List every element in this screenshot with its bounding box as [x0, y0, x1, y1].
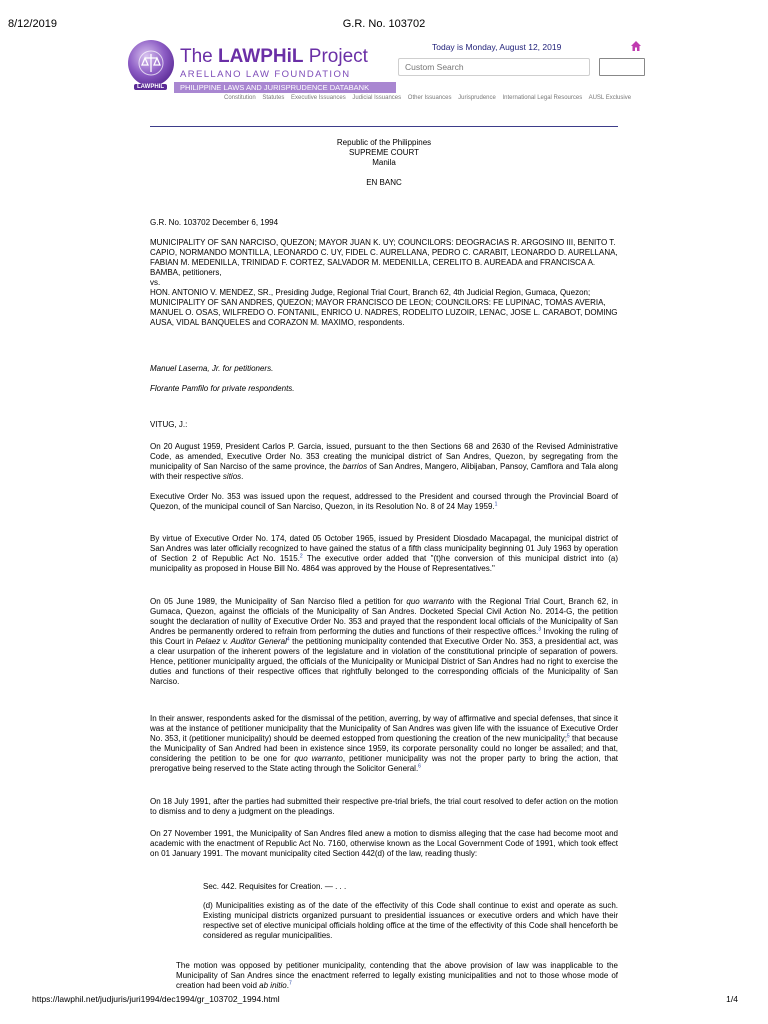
- respondents: HON. ANTONIO V. MENDEZ, SR., Presiding Judge, Regional Trial Court, Branch 62, 4th Judicial Region, Gumaca, Quezon; MUNICIPALITY OF SAN ANDRES, QUEZON; MAYOR FRANCISCO DE LEON; COUNCILORS: FE LUPINAC, TOMAS AVERIA, MANUEL O. OSAS, WILFREDO O. FONTANIL, ENRICO U. NADRES, RODELITO LUZOIR, LENAC, JOSE L. CARABOT, DOMING AUSA, VIDAL BANQUELES and CORAZON M. MAXIMO, respondents.: [150, 288, 618, 327]
- footnote-link[interactable]: 1: [494, 501, 498, 508]
- quote-heading: Sec. 442. Requisites for Creation. — . . .: [203, 882, 347, 891]
- nav-item-jurisprudence[interactable]: Jurisprudence: [458, 95, 496, 101]
- site-title: The LAWPHiL Project: [180, 46, 368, 67]
- today-date: Today is Monday, August 12, 2019: [432, 42, 562, 52]
- footnote-link[interactable]: 2: [299, 553, 303, 560]
- nav-item-judicial-issuances[interactable]: Judicial Issuances: [352, 95, 402, 101]
- republic-line: Republic of the Philippines: [336, 138, 432, 147]
- en-banc: EN BANC: [366, 178, 402, 187]
- search-input[interactable]: [398, 58, 590, 76]
- nav-item-constitution[interactable]: Constitution: [224, 95, 256, 101]
- footnote-link[interactable]: 3: [538, 626, 541, 633]
- paragraph-2: Executive Order No. 353 was issued upon the request, addressed to the President and coursed through the Provincial Board of Quezon, of the municipal council of San Narciso, Quezon, in its Resolution No. 8 of 24 May 1959.$^1$: [150, 492, 618, 511]
- court-name: SUPREME COURT: [348, 148, 420, 157]
- site-subtitle: ARELLANO LAW FOUNDATION: [180, 69, 351, 80]
- nav-item-international-legal-resources[interactable]: International Legal Resources: [502, 95, 583, 101]
- footnote-link[interactable]: 5: [566, 733, 570, 740]
- petitioners: MUNICIPALITY OF SAN NARCISO, QUEZON; MAYOR JUAN K. UY; COUNCILORS: DEOGRACIAS R. ARGOSINO III, BENITO T. CAPIO, NORMANDO MONTILLA, LEONARDO C. UY, FIDEL C. AURELLANA, PEDRO C. CARABIT, LEONARDO D. AURELLANA, FABIAN M. MEDENILLA, TRINIDAD F. CORTEZ, SALVADOR M. MEDENILLA, CERELITO B. AUREADA and FRANCISCA A. BAMBA, petitioners,: [150, 238, 618, 277]
- site-tagline: PHILIPPINE LAWS AND JURISPRUDENCE DATABANK: [174, 82, 396, 93]
- logo-mark-text: LAWPHIL: [134, 84, 167, 90]
- header-divider: [150, 126, 618, 127]
- counsel-petitioners: Manuel Laserna, Jr. for petitioners.: [150, 364, 274, 373]
- counsel-respondents: Florante Pamfilo for private respondents.: [150, 384, 295, 393]
- paragraph-3: By virtue of Executive Order No. 174, dated 05 October 1965, issued by President Diosdado Macapagal, the municipal district of San Andres was later officially recognized to have gained the status of a fifth class municipality beginning 01 July 1963 by operation of Section 2 of Republic Act No. 1515.$^2$ The executive order added that "(t)he conversion of this municipal district into (a) municipality as proposed in House Bill No. 4864 was approved by the House of Representatives.": [150, 534, 619, 573]
- ponente: VITUG, J.:: [150, 420, 188, 429]
- footnote-link[interactable]: 7: [288, 980, 292, 987]
- main-nav: [224, 95, 636, 101]
- print-footer: [0, 994, 768, 1014]
- print-date: 8/12/2019: [8, 18, 57, 30]
- footnote-link[interactable]: 6: [418, 763, 421, 770]
- paragraph-4: On 05 June 1989, the Municipality of San Narciso filed a petition for quo warranto with the Regional Trial Court, Branch 62, in Gumaca, Quezon, against the officials of the Municipality of San Andres. Docketed Special Civil Action No. 2014-G, the petition sought the declaration of nullity of Executive Order No. 353 and prayed that the respondent local officials of the Municipality of San Andres be permanently ordered to refrain from performing the duties and functions of their respective offices.$^3$ Invoking the ruling of this Court in Pelaez v. Auditor General$^4$ the petitioning municipality contended that Executive Order No. 353, a presidential act, was a clear usurpation of the inherent powers of the legislature and in violation of the constitutional principle of separation of powers. Hence, petitioner municipality argued, the officials of the Municipality or Municipal District of San Andres had no right to exercise the duties and functions of their respective offices that rightfully belonged to the corresponding officials of the Municipality of San Narciso.: [150, 597, 619, 686]
- court-heading: [150, 138, 618, 168]
- site-logo[interactable]: [128, 40, 398, 98]
- search-button[interactable]: [599, 58, 645, 76]
- page-url: https://lawphil.net/judjuris/juri1994/dec1994/gr_103702_1994.html: [32, 994, 280, 1004]
- print-header: [0, 0, 768, 34]
- paragraph-1: On 20 August 1959, President Carlos P. Garcia, issued, pursuant to the then Sections 68 and 2630 of the Revised Administrative Code, as amended, Executive Order No. 353 creating the municipal district of San Andres, Quezon, by segregating from the municipality of San Narciso of the same province, the barrios of San Andres, Mangero, Alibijaban, Pansoy, Camflora and Tala along with their respective sitios.: [150, 442, 618, 481]
- court-location: Manila: [372, 158, 396, 167]
- nav-item-statutes[interactable]: Statutes: [262, 95, 285, 101]
- print-title: G.R. No. 103702: [342, 18, 426, 30]
- paragraph-8: The motion was opposed by petitioner municipality, contending that the above provision of law was inapplicable to the Municipality of San Andres since the enactment referred to legally existing municipalities and not to those whose mode of creation had been void ab initio.$^7$: [176, 961, 618, 990]
- paragraph-5: In their answer, respondents asked for the dismissal of the petition, averring, by way of affirmative and special defenses, that since it was at the instance of petitioner municipality that the Municipality of San Andres was given life with the issuance of Executive Order No. 353, it (petitioner municipality) should be deemed estopped from questioning the creation of the new municipality;$^5$ that because the Municipality of San Andred had been in existence since 1959, its corporate personality could no longer be assailed; and that, considering the petition to be one for quo warranto, petitioner municipality was not the proper party to bring the action, that prerogative being reserved to the State acting through the Solicitor General.$^6$: [150, 714, 618, 773]
- paragraph-6: On 18 July 1991, after the parties had submitted their respective pre-trial briefs, the trial court resolved to defer action on the motion to dismiss and to deny a judgment on the pleadings.: [150, 797, 618, 816]
- footnote-link[interactable]: 4: [286, 636, 290, 643]
- page-number: 1/4: [726, 994, 738, 1004]
- quote-body: (d) Municipalities existing as of the date of the effectivity of this Code shall continue to exist and operate as such. Existing municipal districts organized pursuant to presidential issuances or executive orders and which have their respective set of elective municipal officials holding office at the time of the effectivity of this Code shall henceforth be considered as regular municipalities.: [203, 901, 618, 940]
- home-icon[interactable]: [630, 40, 642, 52]
- nav-item-other-issuances[interactable]: Other Issuances: [407, 95, 452, 101]
- lawphil-logo-icon: [128, 40, 174, 86]
- nav-item-executive-issuances[interactable]: Executive Issuances: [291, 95, 346, 101]
- nav-item-ausl-exclusive[interactable]: AUSL Exclusive: [588, 95, 632, 101]
- case-title: [150, 238, 618, 328]
- paragraph-7: On 27 November 1991, the Municipality of San Andres filed anew a motion to dismiss alleging that the case had become moot and academic with the enactment of Republic Act No. 7160, otherwise known as the Local Government Code of 1991, which took effect on 01 January 1991. The movant municipality cited Section 442(d) of the law, reading thusly:: [150, 829, 618, 858]
- versus: vs.: [150, 278, 161, 287]
- case-number: G.R. No. 103702 December 6, 1994: [150, 218, 279, 227]
